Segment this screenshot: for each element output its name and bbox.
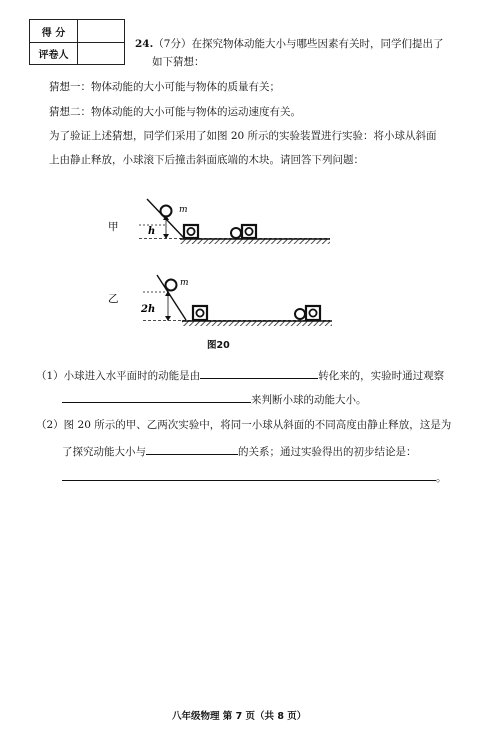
part2-line3 bbox=[62, 469, 447, 485]
block-mark-2 bbox=[196, 309, 203, 316]
question-points: （7分） bbox=[153, 38, 192, 50]
part1-text-b: 转化来的，实验时通过观察 bbox=[318, 370, 445, 382]
figure-label-yi: 乙 bbox=[108, 293, 119, 305]
figure-label-jia: 甲 bbox=[108, 221, 119, 233]
ball-1 bbox=[161, 206, 172, 217]
height-label-1: h bbox=[148, 226, 156, 237]
mass-label-2: m bbox=[180, 278, 189, 288]
question-number: 24. bbox=[135, 38, 154, 50]
part2-text-b: 了探究动能大小与 bbox=[62, 446, 146, 458]
block-mark-1-final bbox=[245, 228, 252, 235]
figure-caption: 图20 bbox=[207, 340, 230, 351]
page-footer: 八年级物理 第 7 页（共 8 页） bbox=[172, 711, 307, 722]
part2-line1: （2）图 20 所示的甲、乙两次实验中，将同一小球从斜面的不同高度由静止释放，这是为 bbox=[36, 419, 452, 431]
score-label: 得 分 bbox=[41, 27, 66, 39]
ball-2 bbox=[166, 280, 177, 291]
ball-2-final bbox=[295, 309, 305, 319]
setup-line1: 为了验证上述猜想，同学们采用了如图 20 所示的实验装置进行实验：将小球从斜面 bbox=[49, 130, 437, 142]
part1-text-c: 来判断小球的动能大小。 bbox=[251, 394, 367, 406]
ground-hatch-1 bbox=[180, 239, 330, 244]
block-mark-1 bbox=[187, 228, 194, 235]
ball-1-final bbox=[231, 228, 241, 238]
answer-blank-conclusion[interactable] bbox=[62, 469, 436, 481]
part2-line2 bbox=[62, 443, 417, 459]
answer-blank-relation[interactable] bbox=[146, 443, 238, 455]
height-label-2: 2h bbox=[141, 304, 156, 315]
wood-block-1 bbox=[184, 225, 198, 238]
answer-blank-energy-source[interactable] bbox=[200, 367, 318, 379]
wood-block-2 bbox=[193, 306, 207, 320]
wood-block-2-final bbox=[306, 306, 320, 320]
question-intro-line1: 在探究物体动能大小与哪些因素有关时，同学们提出了 bbox=[191, 38, 444, 50]
grader-label: 评卷人 bbox=[38, 49, 69, 61]
answer-blank-observation[interactable] bbox=[62, 391, 251, 403]
part1-text-a: （1）小球进入水平面时的动能是由 bbox=[36, 370, 201, 382]
ground-hatch-2 bbox=[182, 321, 332, 326]
arrow-head-2 bbox=[165, 291, 171, 296]
block-mark-2-final bbox=[309, 309, 316, 316]
question-intro-line2: 如下猜想： bbox=[152, 56, 205, 68]
part1-line1 bbox=[36, 367, 444, 383]
wood-block-1-final bbox=[242, 225, 256, 238]
part1-line2 bbox=[62, 391, 367, 407]
part2-text-c: 的关系；通过实验得出的初步结论是： bbox=[238, 446, 417, 458]
setup-line2: 上由静止释放，小球滚下后撞击斜面底端的木块。请回答下列问题： bbox=[49, 154, 364, 166]
hypothesis-1: 猜想一：物体动能的大小可能与物体的质量有关； bbox=[49, 81, 280, 93]
part2-end-mark: 。 bbox=[436, 472, 447, 484]
mass-label-1: m bbox=[179, 205, 188, 215]
hypothesis-2: 猜想二：物体动能的大小可能与物体的运动速度有关。 bbox=[49, 106, 301, 118]
